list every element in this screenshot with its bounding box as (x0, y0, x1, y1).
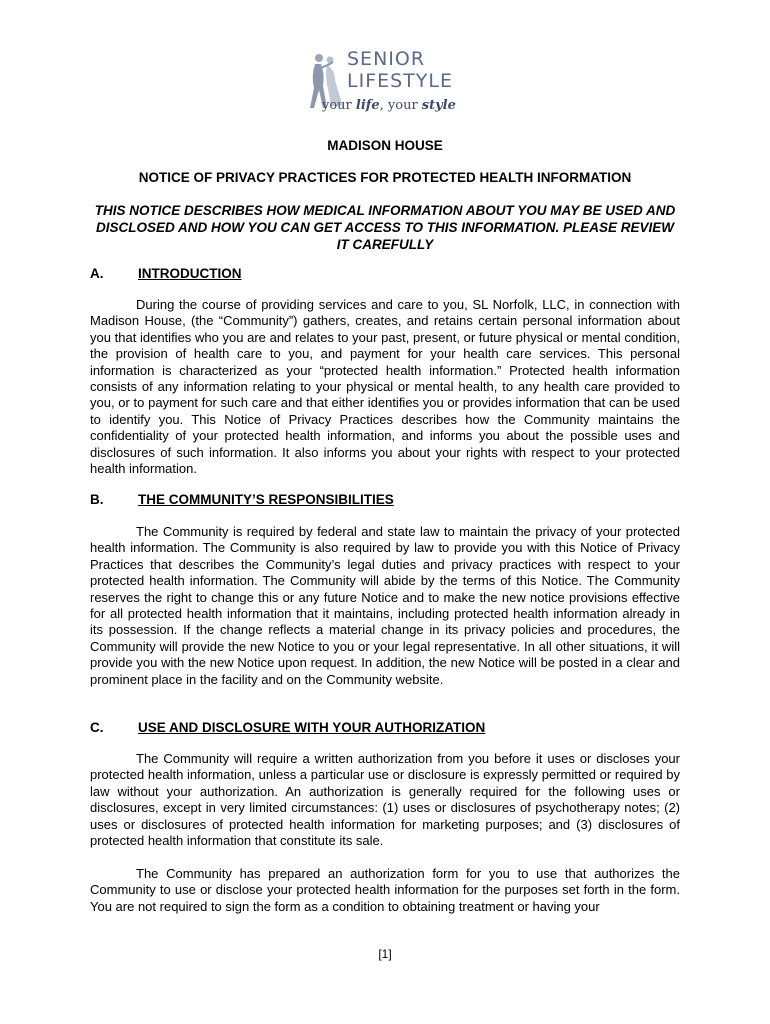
logo-text-senior: SENIOR (347, 48, 426, 70)
section-title: USE AND DISCLOSURE WITH YOUR AUTHORIZATION (138, 720, 486, 735)
section-a-paragraph: During the course of providing services and care to you, SL Norfolk, LLC, in connection with Madison House, (the “Community”) gathers, creates, and retains certain personal information about you that identifies who you are and relates to your past, present, or future physical or mental condition, the provision of health care to you, and payment for your health care services. This personal information is characterized as your “protected health information.” Protected health information consists of any information relating to your physical or mental health, to any health care provided to you, or to payment for such care and that either identifies you or provides information that can be used to identify you. This Notice of Privacy Practices describes how the Community maintains the confidentiality of your protected health information, and informs you about the possible uses and disclosures of such information. It also informs you about your rights with respect to your protected health information. (90, 297, 680, 477)
section-c-paragraph-1: The Community will require a written authorization from you before it uses or discloses your protected health information, unless a particular use or disclosure is expressly permitted or required by law without your authorization. An authorization is generally required for the following uses or disclosures, except in very limited circumstances: (1) uses or disclosures of psychotherapy notes; (2) uses or disclosures of protected health information for marketing purposes; and (3) disclosures of protected health information that constitute its sale. (90, 751, 680, 849)
notice-statement: THIS NOTICE DESCRIBES HOW MEDICAL INFORMATION ABOUT YOU MAY BE USED AND DISCLOSED AND HOW YOU CAN GET ACCESS TO THIS INFORMATION. PLEASE REVIEW IT CAREFULLY (94, 203, 676, 252)
section-letter: B. (90, 492, 104, 507)
senior-lifestyle-logo (305, 46, 471, 122)
logo-text-lifestyle: LIFESTYLE (347, 70, 453, 92)
section-a-heading (90, 266, 242, 282)
section-c-heading (90, 720, 485, 736)
section-title: INTRODUCTION (138, 266, 242, 281)
document-title: MADISON HOUSE (327, 138, 443, 153)
section-b-paragraph: The Community is required by federal and state law to maintain the privacy of your protected health information. The Community is also required by law to provide you with this Notice of Privacy Practices that describes the Community’s legal duties and privacy practices with respect to your protected health information. The Community will abide by the terms of this Notice. The Community reserves the right to change this or any future Notice and to make the new notice provisions effective for all protected health information that it maintains, including protected health information already in its possession. If the change reflects a material change in its privacy policies and procedures, the Community will provide the new Notice to you or your legal representative. In all other situations, it will provide you with the new Notice upon request. In addition, the new Notice will be posted in a clear and prominent place in the facility and on the Community website. (90, 524, 680, 687)
section-letter: C. (90, 720, 104, 735)
document-subtitle: NOTICE OF PRIVACY PRACTICES FOR PROTECTED HEALTH INFORMATION (138, 170, 632, 185)
page-number: [1] (378, 947, 392, 961)
section-title: THE COMMUNITY’S RESPONSIBILITIES (138, 492, 394, 507)
section-c-paragraph-2: The Community has prepared an authorization form for you to use that authorizes the Community to use or disclose your protected health information for the purposes set forth in the form. You are not required to sign the form as a condition to obtaining treatment or having your (90, 866, 680, 914)
section-letter: A. (90, 266, 104, 281)
section-b-heading (90, 492, 394, 508)
logo-tagline: your life, your style (322, 98, 456, 113)
